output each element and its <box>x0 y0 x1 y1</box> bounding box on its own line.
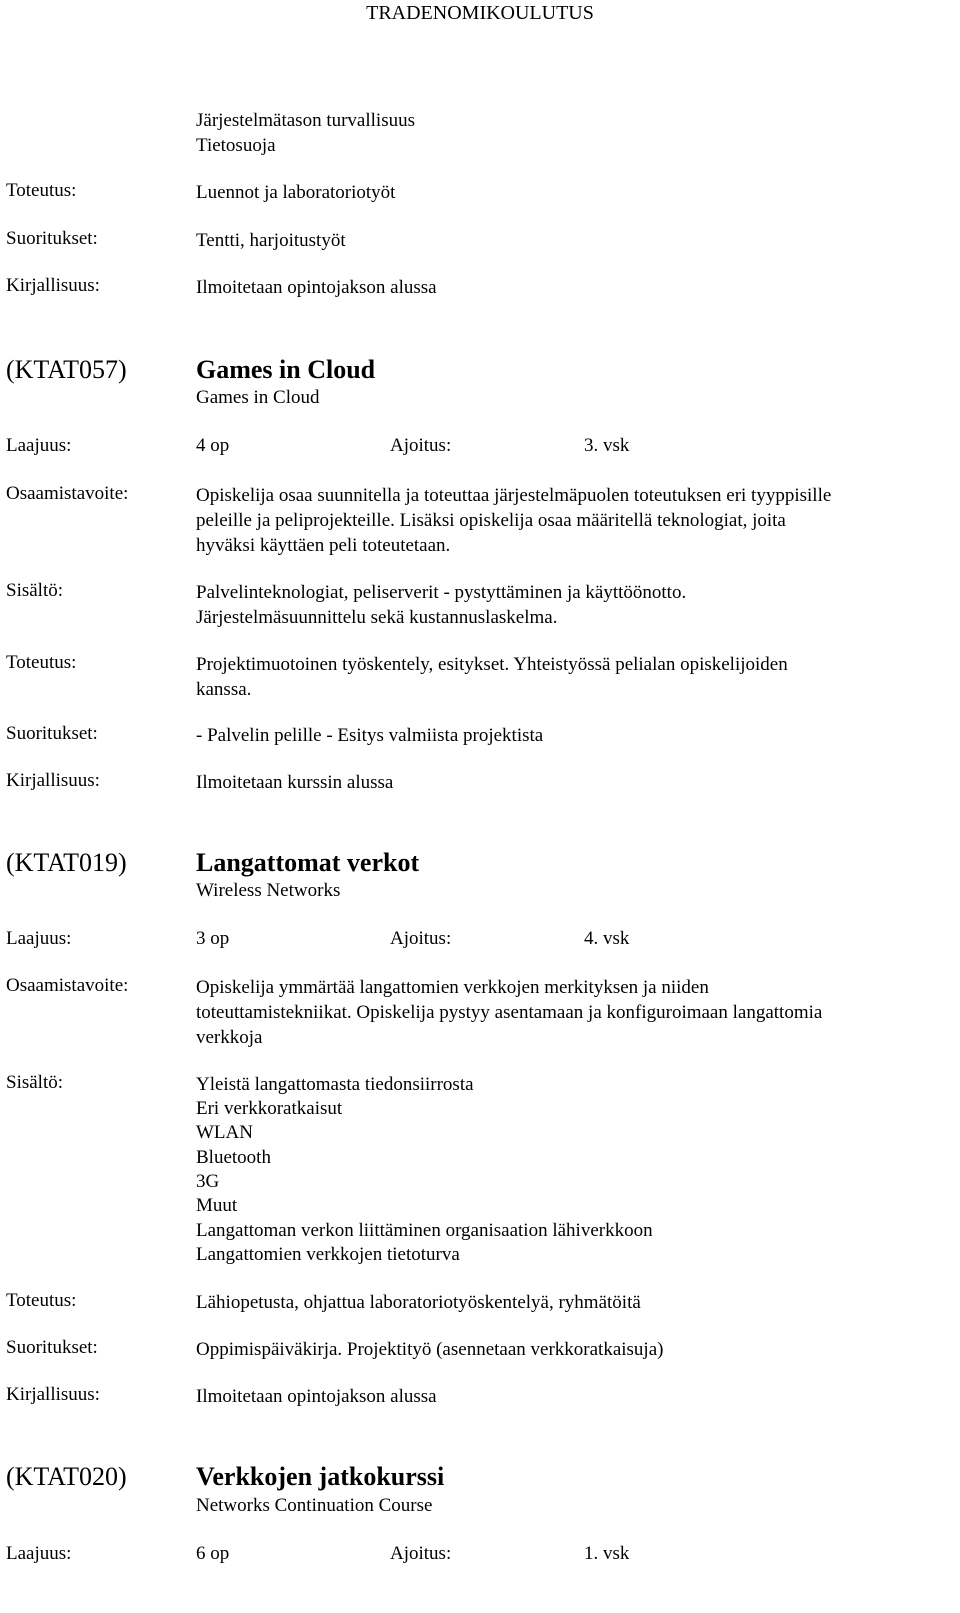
sisalto-label: Sisältö: <box>6 580 64 601</box>
ajoitus-label: Ajoitus: <box>390 1543 452 1564</box>
kirjallisuus-label: Kirjallisuus: <box>6 275 100 296</box>
course-code: (KTAT020) <box>6 1462 127 1491</box>
toteutus-label: Toteutus: <box>6 1290 77 1311</box>
suoritukset-value: Oppimispäiväkirja. Projektityö (asennetaan verkkoratkaisuja) <box>196 1339 664 1360</box>
toteutus-line: kanssa. <box>196 679 252 700</box>
sisalto-label: Sisältö: <box>6 1072 64 1093</box>
course-title: Games in Cloud <box>196 355 376 384</box>
sisalto-line: Järjestelmäsuunnittelu sekä kustannuslaskelma. <box>196 607 558 628</box>
kirjallisuus-label: Kirjallisuus: <box>6 1384 100 1405</box>
kirjallisuus-value: Ilmoitetaan kurssin alussa <box>196 772 394 793</box>
intro-line: Järjestelmätason turvallisuus <box>196 110 415 131</box>
intro-line: Tietosuoja <box>196 135 276 156</box>
toteutus-label: Toteutus: <box>6 652 77 673</box>
sisalto-line: Yleistä langattomasta tiedonsiirrosta <box>196 1074 474 1095</box>
sisalto-line: Muut <box>196 1195 238 1216</box>
kirjallisuus-value: Ilmoitetaan opintojakson alussa <box>196 1386 437 1407</box>
osaamistavoite-line: toteuttamistekniikat. Opiskelija pystyy asentamaan ja konfiguroimaan langattomia <box>196 1002 823 1023</box>
kirjallisuus-value: Ilmoitetaan opintojakson alussa <box>196 277 437 298</box>
laajuus-label: Laajuus: <box>6 928 72 949</box>
course-title: Langattomat verkot <box>196 848 420 877</box>
osaamistavoite-line: Opiskelija ymmärtää langattomien verkkojen merkityksen ja niiden <box>196 977 709 998</box>
sisalto-line: Bluetooth <box>196 1147 271 1168</box>
course-subtitle: Wireless Networks <box>196 880 341 901</box>
laajuus-value: 6 op <box>196 1543 230 1564</box>
suoritukset-label: Suoritukset: <box>6 228 98 249</box>
kirjallisuus-label: Kirjallisuus: <box>6 770 100 791</box>
course-title: Verkkojen jatkokurssi <box>196 1462 445 1491</box>
toteutus-label: Toteutus: <box>6 180 77 201</box>
osaamistavoite-line: Opiskelija osaa suunnitella ja toteuttaa järjestelmäpuolen toteutuksen eri tyyppisille <box>196 485 832 506</box>
toteutus-value: Luennot ja laboratoriotyöt <box>196 182 396 203</box>
osaamistavoite-line: hyväksi käyttäen peli toteutetaan. <box>196 535 451 556</box>
laajuus-value: 4 op <box>196 435 230 456</box>
ajoitus-label: Ajoitus: <box>390 928 452 949</box>
course-code: (KTAT057) <box>6 355 127 384</box>
ajoitus-value: 4. vsk <box>584 928 630 949</box>
suoritukset-value: Tentti, harjoitustyöt <box>196 230 346 251</box>
ajoitus-label: Ajoitus: <box>390 435 452 456</box>
osaamistavoite-label: Osaamistavoite: <box>6 483 129 504</box>
sisalto-line: Langattomien verkkojen tietoturva <box>196 1244 460 1265</box>
osaamistavoite-label: Osaamistavoite: <box>6 975 129 996</box>
sisalto-line: WLAN <box>196 1122 253 1143</box>
course-code: (KTAT019) <box>6 848 127 877</box>
course-subtitle: Games in Cloud <box>196 387 320 408</box>
suoritukset-value: - Palvelin pelille - Esitys valmiista projektista <box>196 725 544 746</box>
toteutus-value: Lähiopetusta, ohjattua laboratoriotyöskentelyä, ryhmätöitä <box>196 1292 641 1313</box>
osaamistavoite-line: verkkoja <box>196 1027 263 1048</box>
sisalto-line: Langattoman verkon liittäminen organisaation lähiverkkoon <box>196 1220 653 1241</box>
laajuus-label: Laajuus: <box>6 1543 72 1564</box>
ajoitus-value: 1. vsk <box>584 1543 630 1564</box>
suoritukset-label: Suoritukset: <box>6 1337 98 1358</box>
suoritukset-label: Suoritukset: <box>6 723 98 744</box>
course-subtitle: Networks Continuation Course <box>196 1495 433 1516</box>
toteutus-line: Projektimuotoinen työskentely, esitykset. Yhteistyössä pelialan opiskelijoiden <box>196 654 788 675</box>
sisalto-line: Eri verkkoratkaisut <box>196 1098 343 1119</box>
document-header: TRADENOMIKOULUTUS <box>366 2 594 24</box>
sisalto-line: 3G <box>196 1171 220 1192</box>
osaamistavoite-line: peleille ja peliprojekteille. Lisäksi opiskelija osaa määritellä teknologiat, joita <box>196 510 786 531</box>
laajuus-label: Laajuus: <box>6 435 72 456</box>
ajoitus-value: 3. vsk <box>584 435 630 456</box>
laajuus-value: 3 op <box>196 928 230 949</box>
sisalto-line: Palvelinteknologiat, peliserverit - pystyttäminen ja käyttöönotto. <box>196 582 687 603</box>
